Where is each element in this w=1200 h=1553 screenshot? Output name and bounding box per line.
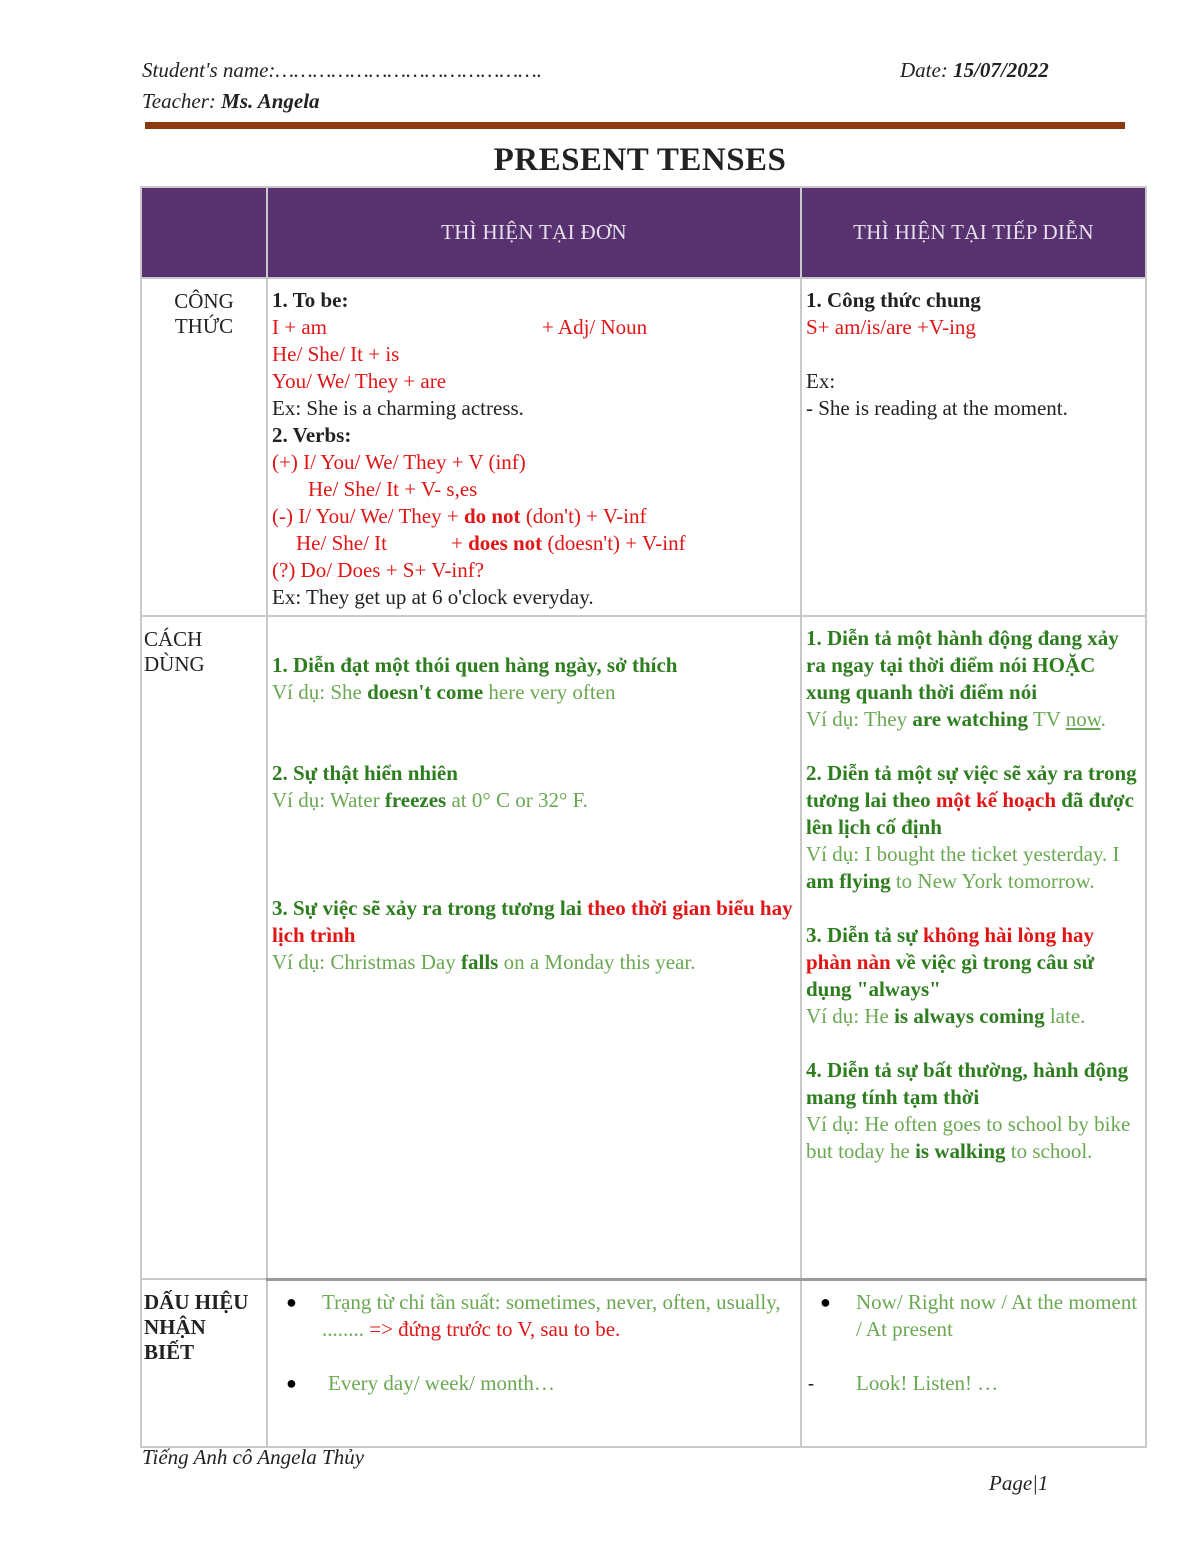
formula-doesnt: (doesn't) + V-inf — [542, 531, 686, 555]
formula-line-positive-he: He/ She/ It + V- s,es — [308, 477, 478, 501]
usage-label — [141, 616, 267, 1279]
formula-line-negative — [272, 503, 796, 530]
signs-label — [141, 1279, 267, 1447]
cont-usage-4: 4. Diễn tả sự bất thường, hành động mang tính tạm thời — [806, 1058, 1129, 1109]
formula-plus: + — [450, 531, 469, 555]
cont-example-label: Ex: — [806, 369, 836, 393]
tobe-heading: 1. To be: — [272, 288, 349, 312]
usage-row — [141, 616, 1146, 1279]
signs-label-line1: DẤU HIỆU — [144, 1290, 249, 1314]
table-header-row — [141, 187, 1146, 278]
cont-usage-cell — [801, 616, 1146, 1279]
header-divider — [145, 122, 1125, 129]
formula-label-line1: CÔNG — [174, 289, 234, 313]
simple-usage-1-example: Ví dụ: She doesn't come here very often — [272, 680, 616, 704]
page-number: Page|1 — [989, 1471, 1049, 1495]
formula-row — [141, 278, 1146, 616]
simple-formula-cell — [267, 278, 801, 616]
teacher-field — [142, 89, 320, 114]
signs-label-line3: BIẾT — [144, 1340, 195, 1364]
formula-example-2: Ex: They get up at 6 o'clock everyday. — [272, 585, 594, 609]
formula-line-positive: (+) I/ You/ We/ They + V (inf) — [272, 450, 526, 474]
simple-sign-1: ● Trạng từ chỉ tần suất: sometimes, never, often, usually, ........ => đứng trước to V, sau to be. — [286, 1289, 781, 1341]
cont-usage-3-example: Ví dụ: He is always coming late. — [806, 1004, 1086, 1028]
simple-signs-cell — [267, 1279, 801, 1447]
simple-sign-2: ● Every day/ week/ month… — [286, 1370, 555, 1395]
signs-row — [141, 1279, 1146, 1447]
formula-neg-subject: (-) I/ You/ We/ They + — [272, 504, 464, 528]
formula-dont: (don't) + V-inf — [520, 504, 647, 528]
header-present-continuous: THÌ HIỆN TẠI TIẾP DIỄN — [801, 187, 1146, 278]
cont-usage-3: 3. Diễn tả sự không hài lòng hay phàn nàn về việc gì trong câu sử dụng "always" — [806, 923, 1095, 1001]
tenses-table — [140, 186, 1147, 1448]
bullet-icon: ● — [286, 1291, 297, 1312]
formula-neg-he-subject: He/ She/ It — [296, 531, 387, 555]
usage-label-line1: CÁCH — [144, 627, 203, 651]
page-title: PRESENT TENSES — [493, 142, 787, 178]
formula-line-question: (?) Do/ Does + S+ V-inf? — [272, 558, 485, 582]
formula-line-i-am — [272, 314, 796, 341]
formula-label-line2: THỨC — [174, 314, 234, 338]
cont-signs-cell — [801, 1279, 1146, 1447]
cont-usage-2-example: Ví dụ: I bought the ticket yesterday. I am flying to New York tomorrow. — [806, 842, 1120, 893]
teacher-label: Teacher: — [142, 89, 216, 113]
simple-usage-2-example: Ví dụ: Water freezes at 0° C or 32° F. — [272, 788, 588, 812]
formula-label — [141, 278, 267, 616]
date-value: 15/07/2022 — [953, 58, 1049, 82]
header-simple-present: THÌ HIỆN TẠI ĐƠN — [267, 187, 801, 278]
cont-usage-1-example: Ví dụ: They are watching TV now. — [806, 707, 1106, 731]
formula-line-he-is: He/ She/ It + is — [272, 342, 400, 366]
formula-line-negative-he — [272, 530, 796, 557]
footer-text: Tiếng Anh cô Angela Thủy — [142, 1445, 365, 1469]
bullet-icon: ● — [286, 1372, 297, 1393]
simple-usage-cell — [267, 616, 801, 1279]
cont-example: - She is reading at the moment. — [806, 396, 1068, 420]
dash-icon: - — [808, 1372, 814, 1393]
date-field — [900, 58, 1049, 83]
cont-sign-1: ● Now/ Right now / At the moment / At present — [820, 1289, 1138, 1341]
signs-label-line2: NHẬN — [144, 1315, 206, 1339]
formula-example-1: Ex: She is a charming actress. — [272, 396, 524, 420]
teacher-value: Ms. Angela — [221, 89, 320, 113]
cont-formula-heading: 1. Công thức chung — [806, 288, 981, 312]
cont-sign-2: - Look! Listen! … — [808, 1370, 999, 1395]
formula-adj-noun: + Adj/ Noun — [542, 315, 648, 339]
header-empty-cell — [141, 187, 267, 278]
date-label: Date: — [900, 58, 948, 82]
bullet-icon: ● — [820, 1291, 831, 1312]
usage-label-line2: DÙNG — [144, 652, 205, 676]
simple-usage-2: 2. Sự thật hiển nhiên — [272, 761, 458, 785]
cont-usage-1: 1. Diễn tả một hành động đang xảy ra ngay tại thời điểm nói HOẶC xung quanh thời điểm nói — [806, 626, 1119, 704]
student-name-field: Student's name:……………………………………. — [142, 58, 543, 82]
simple-usage-3-example: Ví dụ: Christmas Day falls on a Monday this year. — [272, 950, 696, 974]
simple-usage-3: 3. Sự việc sẽ xảy ra trong tương lai theo thời gian biểu hay lịch trình — [272, 896, 793, 947]
verbs-heading: 2. Verbs: — [272, 423, 352, 447]
formula-do-not: do not — [463, 504, 521, 528]
simple-usage-1: 1. Diễn đạt một thói quen hàng ngày, sở thích — [272, 653, 678, 677]
cont-formula-cell — [801, 278, 1146, 616]
formula-i-am: I + am — [272, 315, 327, 339]
cont-usage-4-example: Ví dụ: He often goes to school by bike but today he is walking to school. — [806, 1112, 1131, 1163]
cont-formula-line: S+ am/is/are +V-ing — [806, 315, 976, 339]
cont-usage-2: 2. Diễn tả một sự việc sẽ xảy ra trong tương lai theo một kế hoạch đã được lên lịch cố định — [806, 761, 1137, 839]
formula-line-you-are: You/ We/ They + are — [272, 369, 447, 393]
formula-does-not: does not — [468, 531, 543, 555]
